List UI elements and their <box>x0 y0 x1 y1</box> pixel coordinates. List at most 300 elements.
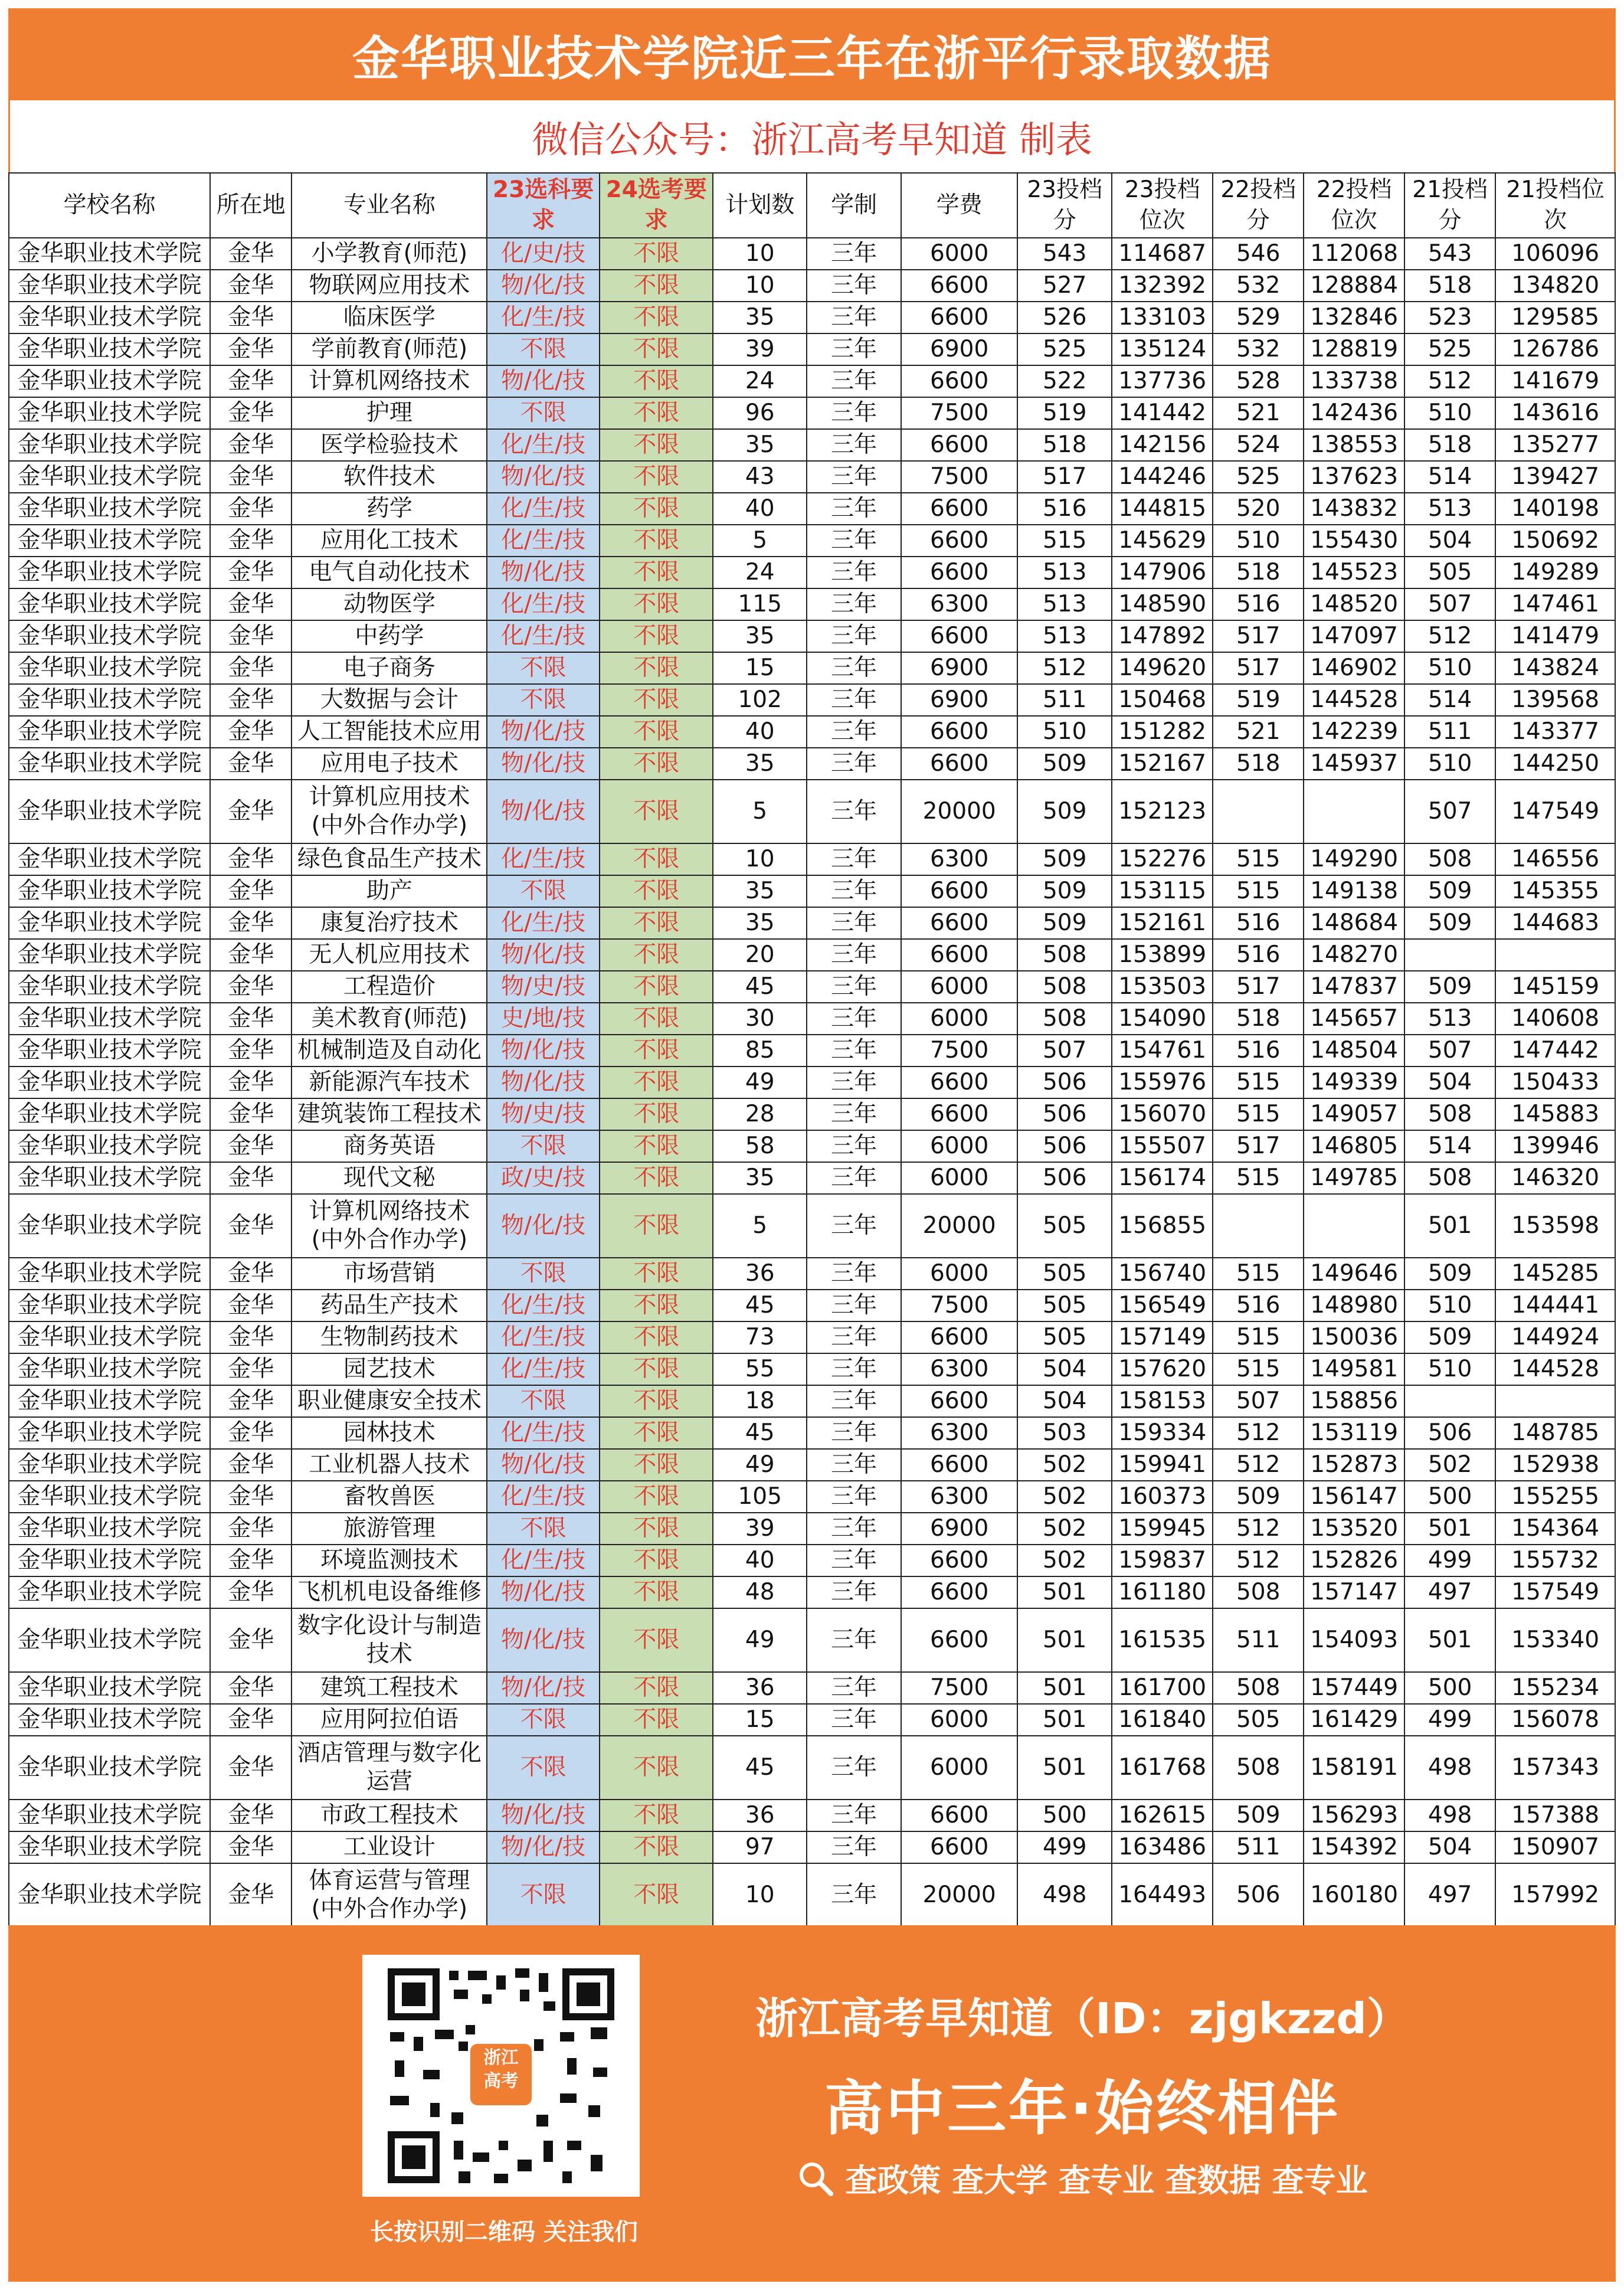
score22-cell: 516 <box>1213 907 1304 939</box>
location-cell: 金华 <box>210 939 292 971</box>
duration-cell: 三年 <box>807 939 901 971</box>
school-cell: 金华职业技术学院 <box>9 525 210 557</box>
score21-cell: 499 <box>1404 1704 1495 1736</box>
location-cell: 金华 <box>210 1513 292 1545</box>
plan-cell: 85 <box>713 1035 806 1067</box>
score21-cell: 512 <box>1404 620 1495 652</box>
table-row <box>9 557 1615 588</box>
plan-cell: 20 <box>713 939 806 971</box>
tuition-cell: 6600 <box>901 1576 1017 1608</box>
rank22-cell: 161429 <box>1304 1704 1404 1736</box>
table-row <box>9 748 1615 780</box>
table-row <box>9 875 1615 907</box>
score22-cell <box>1213 780 1304 843</box>
score21-cell: 509 <box>1404 907 1495 939</box>
location-cell: 金华 <box>210 780 292 843</box>
location-cell: 金华 <box>210 684 292 716</box>
major-cell: 应用电子技术 <box>292 748 487 780</box>
location-cell: 金华 <box>210 1863 292 1927</box>
rank23-cell: 161768 <box>1112 1736 1213 1800</box>
rank21-cell: 140198 <box>1495 493 1615 525</box>
rank22-cell: 148980 <box>1304 1290 1404 1321</box>
duration-cell: 三年 <box>807 302 901 333</box>
tuition-cell: 6600 <box>901 365 1017 397</box>
table-row <box>9 939 1615 971</box>
rank21-cell: 146556 <box>1495 843 1615 875</box>
score23-cell: 506 <box>1017 1067 1112 1098</box>
req24-cell: 不限 <box>600 1736 713 1800</box>
score22-cell: 517 <box>1213 652 1304 684</box>
score21-cell: 509 <box>1404 875 1495 907</box>
rank21-cell: 157549 <box>1495 1576 1615 1608</box>
rank22-cell: 128819 <box>1304 333 1404 365</box>
req24-cell: 不限 <box>600 1800 713 1831</box>
rank23-cell: 152161 <box>1112 907 1213 939</box>
score21-cell: 509 <box>1404 1258 1495 1290</box>
major-cell: 美术教育(师范) <box>292 1003 487 1035</box>
table-row <box>9 620 1615 652</box>
table-row <box>9 907 1615 939</box>
school-cell: 金华职业技术学院 <box>9 1704 210 1736</box>
rank21-cell: 144441 <box>1495 1290 1615 1321</box>
col-header: 23投档分 <box>1017 173 1112 238</box>
score23-cell: 504 <box>1017 1353 1112 1385</box>
table-row <box>9 1576 1615 1608</box>
req24-cell: 不限 <box>600 1258 713 1290</box>
table-row <box>9 302 1615 333</box>
score23-cell: 506 <box>1017 1162 1112 1194</box>
req23-cell: 不限 <box>487 1704 600 1736</box>
score23-cell: 501 <box>1017 1736 1112 1800</box>
school-cell: 金华职业技术学院 <box>9 907 210 939</box>
school-cell: 金华职业技术学院 <box>9 270 210 302</box>
tuition-cell: 6600 <box>901 1321 1017 1353</box>
req23-cell: 物/化/技 <box>487 1067 600 1098</box>
location-cell: 金华 <box>210 971 292 1003</box>
rank23-cell: 132392 <box>1112 270 1213 302</box>
score21-cell: 504 <box>1404 525 1495 557</box>
score21-cell <box>1404 939 1495 971</box>
rank23-cell: 161840 <box>1112 1704 1213 1736</box>
rank23-cell: 151282 <box>1112 716 1213 748</box>
duration-cell: 三年 <box>807 588 901 620</box>
table-row <box>9 1417 1615 1449</box>
req24-cell: 不限 <box>600 1513 713 1545</box>
tuition-cell: 6600 <box>901 429 1017 461</box>
table-row <box>9 1704 1615 1736</box>
table-body <box>9 238 1615 1927</box>
score22-cell <box>1213 1194 1304 1258</box>
school-cell: 金华职业技术学院 <box>9 1290 210 1321</box>
location-cell: 金华 <box>210 1672 292 1704</box>
rank23-cell: 145629 <box>1112 525 1213 557</box>
plan-cell: 40 <box>713 493 806 525</box>
req24-cell: 不限 <box>600 1194 713 1258</box>
tuition-cell: 6600 <box>901 1385 1017 1417</box>
rank23-cell: 158153 <box>1112 1385 1213 1417</box>
rank23-cell: 154761 <box>1112 1035 1213 1067</box>
tuition-cell: 6600 <box>901 1449 1017 1481</box>
admission-table-container <box>8 172 1616 1928</box>
table-row <box>9 652 1615 684</box>
duration-cell: 三年 <box>807 557 901 588</box>
req24-cell: 不限 <box>600 1321 713 1353</box>
col-header: 学校名称 <box>9 173 210 238</box>
plan-cell: 48 <box>713 1576 806 1608</box>
req23-cell: 不限 <box>487 652 600 684</box>
major-cell: 学前教育(师范) <box>292 333 487 365</box>
duration-cell: 三年 <box>807 238 901 270</box>
rank23-cell: 142156 <box>1112 429 1213 461</box>
duration-cell: 三年 <box>807 1290 901 1321</box>
location-cell: 金华 <box>210 1067 292 1098</box>
col-header: 专业名称 <box>292 173 487 238</box>
req24-cell: 不限 <box>600 302 713 333</box>
location-cell: 金华 <box>210 1321 292 1353</box>
score22-cell: 521 <box>1213 397 1304 429</box>
tuition-cell: 7500 <box>901 1290 1017 1321</box>
col-header: 23投档位次 <box>1112 173 1213 238</box>
school-cell: 金华职业技术学院 <box>9 1545 210 1576</box>
rank22-cell: 148520 <box>1304 588 1404 620</box>
duration-cell: 三年 <box>807 1608 901 1672</box>
score23-cell: 509 <box>1017 780 1112 843</box>
score21-cell: 497 <box>1404 1576 1495 1608</box>
major-cell: 计算机网络技术(中外合作办学) <box>292 1194 487 1258</box>
score21-cell: 501 <box>1404 1194 1495 1258</box>
tuition-cell: 6000 <box>901 1003 1017 1035</box>
score21-cell: 504 <box>1404 1067 1495 1098</box>
score21-cell: 499 <box>1404 1545 1495 1576</box>
duration-cell: 三年 <box>807 1831 901 1863</box>
req24-cell: 不限 <box>600 270 713 302</box>
rank22-cell: 152826 <box>1304 1545 1404 1576</box>
plan-cell: 10 <box>713 238 806 270</box>
rank22-cell: 149581 <box>1304 1353 1404 1385</box>
req24-cell: 不限 <box>600 748 713 780</box>
score22-cell: 515 <box>1213 1067 1304 1098</box>
score21-cell: 518 <box>1404 270 1495 302</box>
rank21-cell: 129585 <box>1495 302 1615 333</box>
page-title <box>8 8 1616 100</box>
rank21-cell: 148785 <box>1495 1417 1615 1449</box>
plan-cell: 24 <box>713 557 806 588</box>
rank23-cell: 144815 <box>1112 493 1213 525</box>
table-row <box>9 1385 1615 1417</box>
score22-cell: 516 <box>1213 1035 1304 1067</box>
req23-cell: 化/生/技 <box>487 1353 600 1385</box>
duration-cell: 三年 <box>807 1162 901 1194</box>
plan-cell: 10 <box>713 1863 806 1927</box>
tuition-cell: 6600 <box>901 1545 1017 1576</box>
req23-cell: 不限 <box>487 1385 600 1417</box>
req23-cell: 不限 <box>487 333 600 365</box>
score23-cell: 512 <box>1017 652 1112 684</box>
score22-cell: 546 <box>1213 238 1304 270</box>
req24-cell: 不限 <box>600 716 713 748</box>
location-cell: 金华 <box>210 525 292 557</box>
plan-cell: 5 <box>713 780 806 843</box>
rank23-cell: 164493 <box>1112 1863 1213 1927</box>
plan-cell: 45 <box>713 971 806 1003</box>
req23-cell: 化/生/技 <box>487 1321 600 1353</box>
score22-cell: 505 <box>1213 1704 1304 1736</box>
table-row <box>9 1608 1615 1672</box>
rank21-cell: 146320 <box>1495 1162 1615 1194</box>
req23-cell: 化/生/技 <box>487 302 600 333</box>
req23-cell: 物/化/技 <box>487 270 600 302</box>
major-cell: 药品生产技术 <box>292 1290 487 1321</box>
school-cell: 金华职业技术学院 <box>9 1417 210 1449</box>
score21-cell: 509 <box>1404 1321 1495 1353</box>
req24-cell: 不限 <box>600 1290 713 1321</box>
table-row <box>9 1003 1615 1035</box>
table-row <box>9 843 1615 875</box>
tuition-cell: 6300 <box>901 1353 1017 1385</box>
plan-cell: 35 <box>713 1162 806 1194</box>
tuition-cell: 6600 <box>901 1098 1017 1130</box>
req23-cell: 物/化/技 <box>487 939 600 971</box>
school-cell: 金华职业技术学院 <box>9 588 210 620</box>
page-subtitle <box>8 100 1616 172</box>
req24-cell: 不限 <box>600 1672 713 1704</box>
plan-cell: 5 <box>713 1194 806 1258</box>
table-row <box>9 1545 1615 1576</box>
tuition-cell: 6000 <box>901 1162 1017 1194</box>
score22-cell: 512 <box>1213 1449 1304 1481</box>
score23-cell: 525 <box>1017 333 1112 365</box>
score22-cell: 506 <box>1213 1863 1304 1927</box>
score23-cell: 509 <box>1017 748 1112 780</box>
rank23-cell: 137736 <box>1112 365 1213 397</box>
req23-cell: 化/生/技 <box>487 620 600 652</box>
req24-cell: 不限 <box>600 238 713 270</box>
plan-cell: 40 <box>713 716 806 748</box>
score21-cell: 505 <box>1404 557 1495 588</box>
rank21-cell: 106096 <box>1495 238 1615 270</box>
school-cell: 金华职业技术学院 <box>9 620 210 652</box>
location-cell: 金华 <box>210 1576 292 1608</box>
score23-cell: 499 <box>1017 1831 1112 1863</box>
rank21-cell: 145355 <box>1495 875 1615 907</box>
duration-cell: 三年 <box>807 1258 901 1290</box>
req23-cell: 不限 <box>487 875 600 907</box>
major-cell: 商务英语 <box>292 1130 487 1162</box>
score22-cell: 511 <box>1213 1831 1304 1863</box>
table-row <box>9 588 1615 620</box>
rank23-cell: 159945 <box>1112 1513 1213 1545</box>
major-cell: 计算机网络技术 <box>292 365 487 397</box>
table-row <box>9 971 1615 1003</box>
school-cell: 金华职业技术学院 <box>9 1321 210 1353</box>
duration-cell: 三年 <box>807 652 901 684</box>
location-cell: 金华 <box>210 620 292 652</box>
tuition-cell: 6300 <box>901 1481 1017 1513</box>
major-cell: 物联网应用技术 <box>292 270 487 302</box>
duration-cell: 三年 <box>807 270 901 302</box>
plan-cell: 45 <box>713 1417 806 1449</box>
duration-cell: 三年 <box>807 1194 901 1258</box>
table-row <box>9 1035 1615 1067</box>
admission-table <box>8 172 1616 1928</box>
location-cell: 金华 <box>210 1194 292 1258</box>
score23-cell: 511 <box>1017 684 1112 716</box>
table-row <box>9 1672 1615 1704</box>
tuition-cell: 6900 <box>901 652 1017 684</box>
req24-cell: 不限 <box>600 780 713 843</box>
rank21-cell: 139427 <box>1495 461 1615 493</box>
major-cell: 小学教育(师范) <box>292 238 487 270</box>
rank23-cell: 133103 <box>1112 302 1213 333</box>
tuition-cell: 7500 <box>901 1672 1017 1704</box>
location-cell: 金华 <box>210 1704 292 1736</box>
duration-cell: 三年 <box>807 1417 901 1449</box>
score23-cell: 518 <box>1017 429 1112 461</box>
plan-cell: 10 <box>713 843 806 875</box>
major-cell: 助产 <box>292 875 487 907</box>
score23-cell: 505 <box>1017 1258 1112 1290</box>
rank23-cell: 114687 <box>1112 238 1213 270</box>
rank21-cell: 141679 <box>1495 365 1615 397</box>
major-cell: 无人机应用技术 <box>292 939 487 971</box>
duration-cell: 三年 <box>807 1449 901 1481</box>
major-cell: 临床医学 <box>292 302 487 333</box>
table-row <box>9 461 1615 493</box>
table-row <box>9 1067 1615 1098</box>
table-row <box>9 1353 1615 1385</box>
col-header: 计划数 <box>713 173 806 238</box>
major-cell: 计算机应用技术(中外合作办学) <box>292 780 487 843</box>
plan-cell: 35 <box>713 429 806 461</box>
plan-cell: 36 <box>713 1258 806 1290</box>
major-cell: 大数据与会计 <box>292 684 487 716</box>
score21-cell: 501 <box>1404 1513 1495 1545</box>
major-cell: 畜牧兽医 <box>292 1481 487 1513</box>
tuition-cell: 6300 <box>901 588 1017 620</box>
rank23-cell: 157149 <box>1112 1321 1213 1353</box>
score21-cell <box>1404 1385 1495 1417</box>
score23-cell: 516 <box>1017 493 1112 525</box>
rank23-cell: 156070 <box>1112 1098 1213 1130</box>
req23-cell: 化/生/技 <box>487 843 600 875</box>
score23-cell: 509 <box>1017 875 1112 907</box>
score21-cell: 507 <box>1404 588 1495 620</box>
req24-cell: 不限 <box>600 1067 713 1098</box>
score23-cell: 501 <box>1017 1672 1112 1704</box>
location-cell: 金华 <box>210 429 292 461</box>
rank22-cell: 133738 <box>1304 365 1404 397</box>
plan-cell: 115 <box>713 588 806 620</box>
table-row <box>9 1831 1615 1863</box>
school-cell: 金华职业技术学院 <box>9 1608 210 1672</box>
req23-cell: 史/地/技 <box>487 1003 600 1035</box>
school-cell: 金华职业技术学院 <box>9 1800 210 1831</box>
rank21-cell: 150907 <box>1495 1831 1615 1863</box>
duration-cell: 三年 <box>807 365 901 397</box>
major-cell: 市政工程技术 <box>292 1800 487 1831</box>
rank22-cell: 128884 <box>1304 270 1404 302</box>
school-cell: 金华职业技术学院 <box>9 1576 210 1608</box>
location-cell: 金华 <box>210 843 292 875</box>
req24-cell: 不限 <box>600 1417 713 1449</box>
duration-cell: 三年 <box>807 429 901 461</box>
major-cell: 动物医学 <box>292 588 487 620</box>
rank22-cell: 154093 <box>1304 1608 1404 1672</box>
req23-cell: 物/化/技 <box>487 748 600 780</box>
table-row <box>9 429 1615 461</box>
score21-cell: 510 <box>1404 652 1495 684</box>
school-cell: 金华职业技术学院 <box>9 1863 210 1927</box>
major-cell: 电气自动化技术 <box>292 557 487 588</box>
location-cell: 金华 <box>210 588 292 620</box>
rank22-cell <box>1304 780 1404 843</box>
req24-cell: 不限 <box>600 429 713 461</box>
location-cell: 金华 <box>210 493 292 525</box>
col-header: 22投档分 <box>1213 173 1304 238</box>
req24-cell: 不限 <box>600 843 713 875</box>
plan-cell: 45 <box>713 1290 806 1321</box>
tuition-cell: 6300 <box>901 1417 1017 1449</box>
plan-cell: 39 <box>713 333 806 365</box>
major-cell: 现代文秘 <box>292 1162 487 1194</box>
rank21-cell: 155234 <box>1495 1672 1615 1704</box>
rank21-cell: 155255 <box>1495 1481 1615 1513</box>
location-cell: 金华 <box>210 1162 292 1194</box>
req24-cell: 不限 <box>600 684 713 716</box>
rank21-cell: 149289 <box>1495 557 1615 588</box>
req23-cell: 化/生/技 <box>487 1545 600 1576</box>
score23-cell: 522 <box>1017 365 1112 397</box>
major-cell: 建筑工程技术 <box>292 1672 487 1704</box>
table-row <box>9 1194 1615 1258</box>
score22-cell: 512 <box>1213 1545 1304 1576</box>
footer-account: 浙江高考早知道（ID：zjgkzzd） <box>755 1994 1409 2043</box>
major-cell: 护理 <box>292 397 487 429</box>
rank21-cell: 144683 <box>1495 907 1615 939</box>
rank22-cell: 157147 <box>1304 1576 1404 1608</box>
plan-cell: 105 <box>713 1481 806 1513</box>
score21-cell: 502 <box>1404 1449 1495 1481</box>
school-cell: 金华职业技术学院 <box>9 1449 210 1481</box>
col-header: 所在地 <box>210 173 292 238</box>
plan-cell: 40 <box>713 1545 806 1576</box>
major-cell: 体育运营与管理(中外合作办学) <box>292 1863 487 1927</box>
score23-cell: 501 <box>1017 1576 1112 1608</box>
req23-cell: 化/生/技 <box>487 493 600 525</box>
rank21-cell: 140608 <box>1495 1003 1615 1035</box>
rank22-cell: 152873 <box>1304 1449 1404 1481</box>
major-cell: 园艺技术 <box>292 1353 487 1385</box>
plan-cell: 36 <box>713 1800 806 1831</box>
req23-cell: 物/化/技 <box>487 1800 600 1831</box>
school-cell: 金华职业技术学院 <box>9 1258 210 1290</box>
table-header-row <box>9 173 1615 238</box>
score23-cell: 515 <box>1017 525 1112 557</box>
rank21-cell: 153598 <box>1495 1194 1615 1258</box>
score21-cell: 512 <box>1404 365 1495 397</box>
score23-cell: 513 <box>1017 588 1112 620</box>
plan-cell: 18 <box>713 1385 806 1417</box>
plan-cell: 35 <box>713 748 806 780</box>
major-cell: 环境监测技术 <box>292 1545 487 1576</box>
tuition-cell: 7500 <box>901 461 1017 493</box>
score22-cell: 512 <box>1213 1513 1304 1545</box>
req24-cell: 不限 <box>600 1098 713 1130</box>
location-cell: 金华 <box>210 907 292 939</box>
req23-cell: 化/生/技 <box>487 588 600 620</box>
score23-cell: 500 <box>1017 1800 1112 1831</box>
score22-cell: 529 <box>1213 302 1304 333</box>
